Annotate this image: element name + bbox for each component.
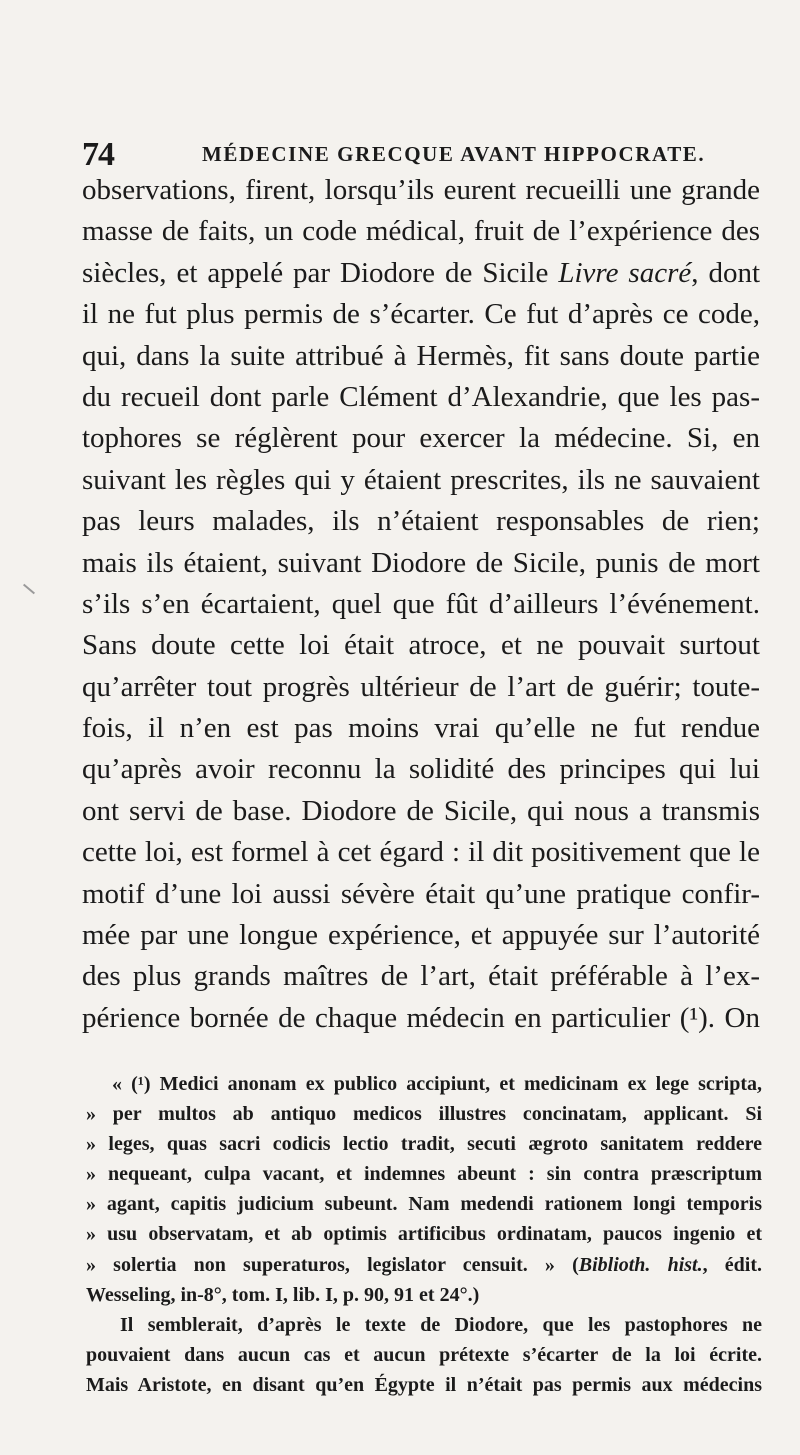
text-line: qu’après avoir reconnu la solidité des principes qui lui xyxy=(82,753,760,786)
text-line: du recueil dont parle Clément d’Alexandrie, que les pas- xyxy=(82,380,760,413)
footnote-line: Mais Aristote, en disant qu’en Égypte il n’était pas permis aux médecins xyxy=(86,1373,762,1396)
margin-mark xyxy=(23,584,35,595)
footnote-line: » solertia non superaturos, legislator censuit. » (Biblioth. hist., édit. xyxy=(86,1253,762,1276)
running-title: MÉDECINE GRECQUE AVANT HIPPOCRATE. xyxy=(202,142,706,166)
text-line: siècles, et appelé par Diodore de Sicile Livre sacré, dont xyxy=(82,256,761,289)
text-line: masse de faits, un code médical, fruit de l’expérience des xyxy=(82,215,760,248)
page-number: 74 xyxy=(82,136,114,173)
text-line: fois, il n’en est pas moins vrai qu’elle ne fut rendue xyxy=(82,712,760,745)
text-line: mée par une longue expérience, et appuyée sur l’autorité xyxy=(82,919,760,952)
footnote-line: » usu observatam, et ab optimis artificibus ordinatam, paucos ingenio et xyxy=(86,1223,762,1246)
footnote-line: « (¹) Medici anonam ex publico accipiunt, et medicinam ex lege scripta, xyxy=(112,1073,762,1095)
text-line: il ne fut plus permis de s’écarter. Ce fut d’après ce code, xyxy=(82,298,760,331)
text-line: motif d’une loi aussi sévère était qu’une pratique confir- xyxy=(82,877,760,910)
text-line: Sans doute cette loi était atroce, et ne pouvait surtout xyxy=(82,629,760,662)
text-line: cette loi, est formel à cet égard : il dit positivement que le xyxy=(82,836,760,869)
text-line: périence bornée de chaque médecin en particulier (¹). On xyxy=(82,1001,760,1034)
text-line: qu’arrêter tout progrès ultérieur de l’art de guérir; toute- xyxy=(82,670,760,703)
footnote-line: » leges, quas sacri codicis lectio tradit, secuti ægroto sanitatem reddere xyxy=(86,1133,762,1156)
footnote-line: » nequeant, culpa vacant, et indemnes abeunt : sin contra præscriptum xyxy=(86,1163,762,1186)
footnote-line: » agant, capitis judicium subeunt. Nam medendi rationem longi temporis xyxy=(86,1193,762,1216)
text-line: observations, firent, lorsqu’ils eurent recueilli une grande xyxy=(82,174,760,206)
text-line: mais ils étaient, suivant Diodore de Sicile, punis de mort xyxy=(82,546,760,579)
text-line: qui, dans la suite attribué à Hermès, fit sans doute partie xyxy=(82,339,760,372)
text-line: pas leurs malades, ils n’étaient responsables de rien; xyxy=(82,505,760,538)
text-line: tophores se réglèrent pour exercer la médecine. Si, en xyxy=(82,422,760,455)
footnote-line: Wesseling, in-8°, tom. I, lib. I, p. 90, 91 et 24°.) xyxy=(86,1283,480,1306)
footnote-line: Il semblerait, d’après le texte de Diodore, que les pastophores ne xyxy=(120,1313,762,1336)
footnote xyxy=(86,1069,762,1400)
text-line: ont servi de base. Diodore de Sicile, qui nous a transmis xyxy=(82,794,760,827)
text-line: des plus grands maîtres de l’art, était préférable à l’ex- xyxy=(82,960,760,993)
footnote-line: » per multos ab antiquo medicos illustres concinatam, applicant. Si xyxy=(86,1103,762,1126)
main-text xyxy=(82,170,760,1039)
text-line: suivant les règles qui y étaient prescrites, ils ne sauvaient xyxy=(82,463,760,496)
footnote-line: pouvaient dans aucun cas et aucun prétexte s’écarter de la loi écrite. xyxy=(86,1343,762,1366)
text-line: s’ils s’en écartaient, quel que fût d’ailleurs l’événement. xyxy=(82,587,760,620)
